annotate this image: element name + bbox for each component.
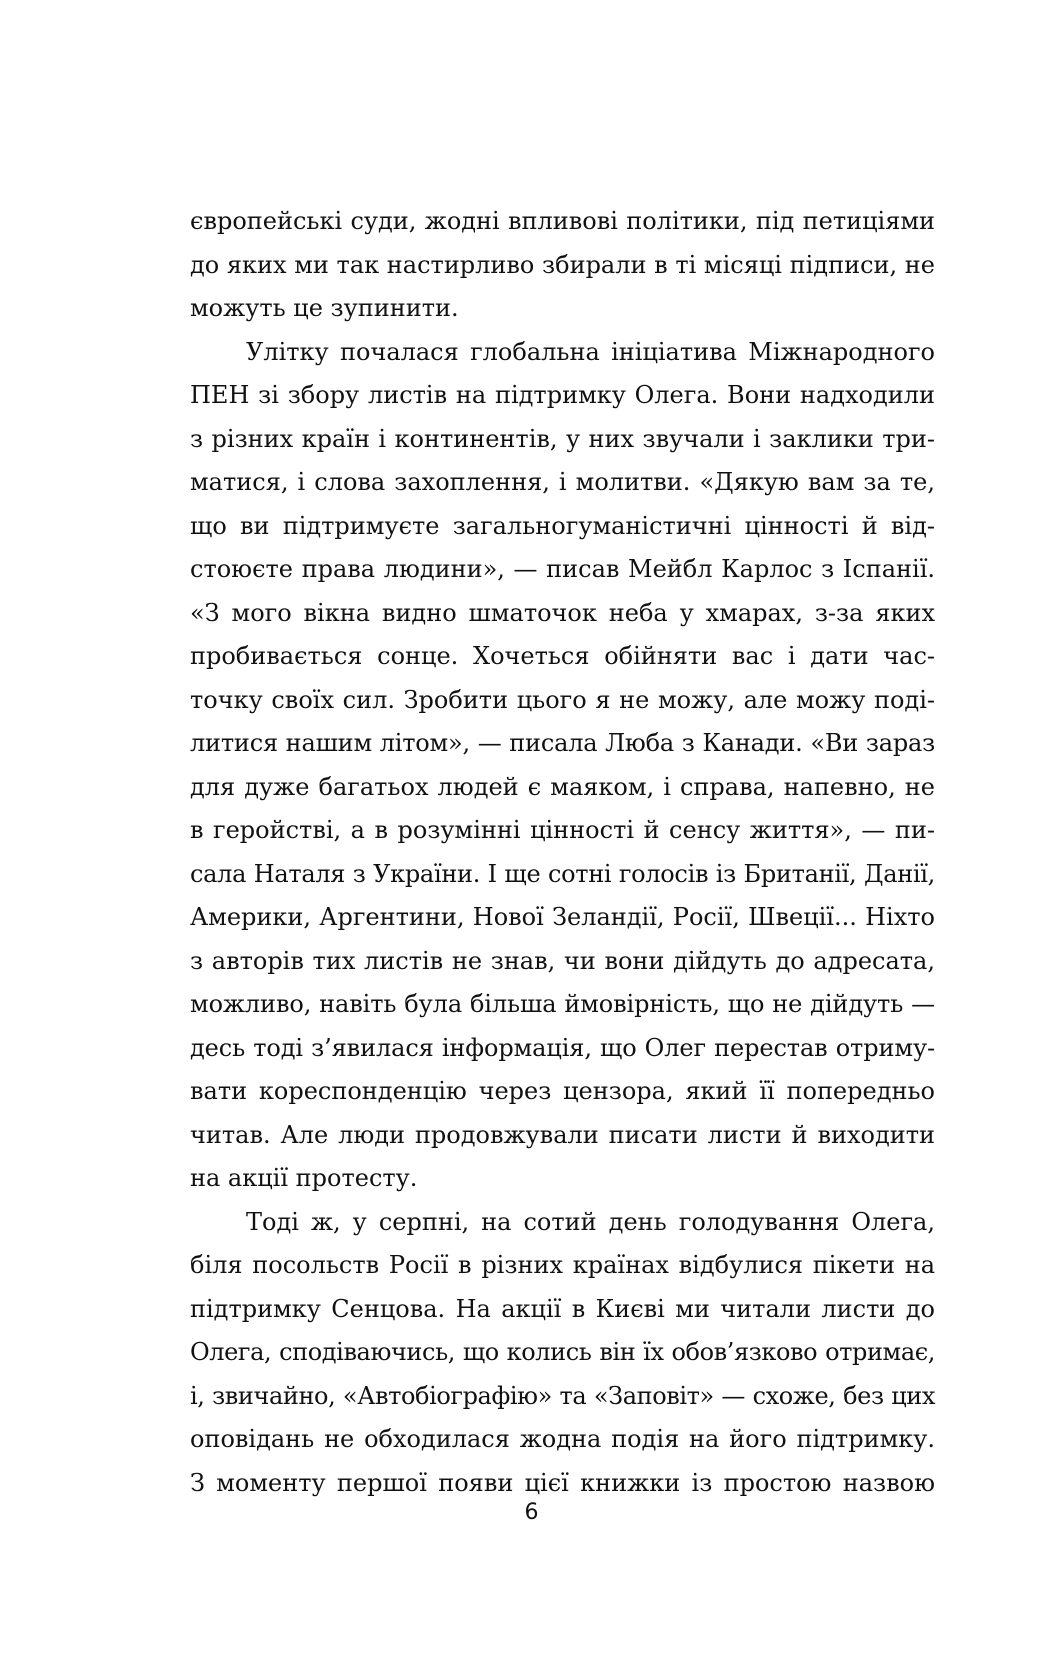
text-line: підтримку Сенцова. На акції в Києві ми читали листи до bbox=[190, 1294, 935, 1323]
text-line: вати кореспонденцію через цензора, який її попередньо bbox=[190, 1077, 935, 1105]
text-line: з різних країн і континентів, у них звучали і заклики три- bbox=[190, 424, 935, 453]
text-line: Олега, сподіваючись, що колись він їх обов’язково отримає, bbox=[190, 1338, 935, 1366]
text-line: на акції протесту. bbox=[190, 1164, 418, 1192]
text-line: сала Наталя з України. І ще сотні голосів із Британії, Данії, bbox=[190, 859, 935, 888]
text-line: точку своїх сил. Зробити цього я не можу, але можу поді- bbox=[190, 685, 935, 714]
page-number: 6 bbox=[524, 1500, 539, 1525]
text-line: що ви підтримуєте загальногуманістичні цінності й від- bbox=[190, 511, 935, 540]
paragraph-first-line: Тоді ж, у серпні, на сотий день голодування Олега, bbox=[246, 1207, 935, 1236]
text-line: можливо, навіть була більша ймовірність, що не дійдуть — bbox=[190, 990, 935, 1018]
text-line: читав. Але люди продовжували писати листи й виходити bbox=[190, 1120, 935, 1149]
text-line: «З мого вікна видно шматочок неба у хмарах, з-за яких bbox=[190, 598, 935, 627]
text-line: можуть це зупинити. bbox=[190, 294, 459, 322]
text-line: З моменту першої появи цієї книжки із простою назвою bbox=[190, 1468, 935, 1497]
text-line: стоюєте права людини», — писав Мейбл Карлос з Іспанії. bbox=[190, 555, 935, 583]
text-line: в геройстві, а в розумінні цінності й сенсу життя», — пи- bbox=[190, 816, 935, 844]
text-line: до яких ми так настирливо збирали в ті місяці підписи, не bbox=[190, 250, 935, 279]
text-line: і, звичайно, «Автобіографію» та «Заповіт» — схоже, без цих bbox=[190, 1381, 935, 1410]
text-line: Америки, Аргентини, Нової Зеландії, Росії, Швеції... Ніхто bbox=[190, 903, 935, 931]
text-line: ПЕН зі збору листів на підтримку Олега. Вони надходили bbox=[190, 381, 935, 409]
body-text bbox=[190, 200, 935, 1505]
text-line: пробивається сонце. Хочеться обійняти вас і дати час- bbox=[190, 642, 935, 670]
text-line: для дуже багатьох людей є маяком, і справа, напевно, не bbox=[190, 772, 935, 801]
text-line: оповідань не обходилася жодна подія на його підтримку. bbox=[190, 1425, 935, 1453]
text-line: десь тоді з’явилася інформація, що Олег перестав отриму- bbox=[190, 1033, 935, 1062]
text-line: з авторів тих листів не знав, чи вони дійдуть до адресата, bbox=[190, 946, 935, 975]
text-line: біля посольств Росії в різних країнах відбулися пікети на bbox=[190, 1251, 935, 1279]
paragraph-first-line: Улітку почалася глобальна ініціатива Міжнародного bbox=[246, 337, 935, 366]
text-line: литися нашим літом», — писала Люба з Канади. «Ви зараз bbox=[190, 729, 935, 757]
text-line: матися, і слова захоплення, і молитви. «Дякую вам за те, bbox=[190, 468, 935, 496]
text-line: європейські суди, жодні впливові політики, під петиціями bbox=[190, 207, 935, 235]
